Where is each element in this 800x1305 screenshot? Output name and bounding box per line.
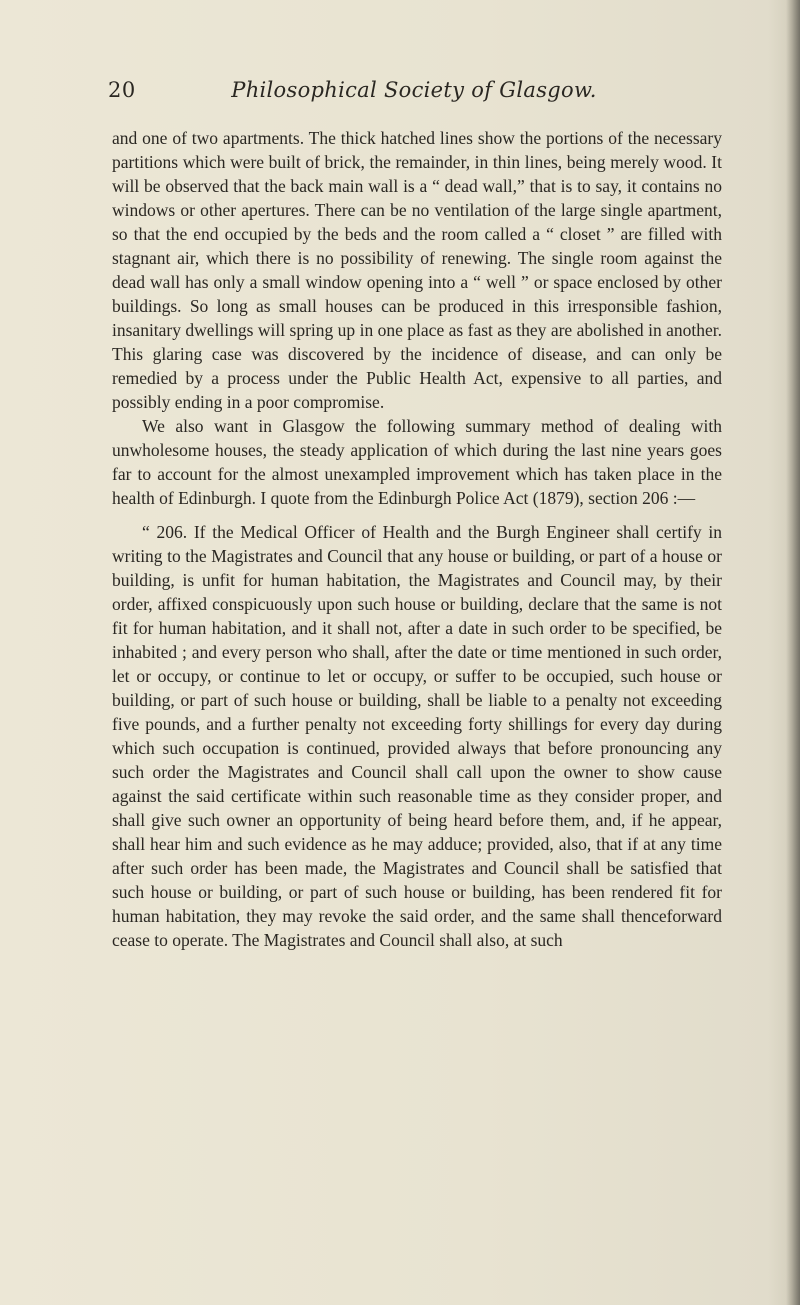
book-gutter-shadow bbox=[786, 0, 800, 1305]
page-header bbox=[108, 78, 720, 108]
body-text bbox=[112, 126, 722, 952]
page-number: 20 bbox=[108, 78, 136, 102]
quoted-section-206: “ 206. If the Medical Officer of Health and the Burgh Engineer shall certify in writing to the Magistrates and Council that any house or building, or part of a house or building, is unfit for human habitation, the Magistrates and Council may, by their order, affixed conspicuously upon such house or building, declare that the same is not fit for human habitation, and it shall not, after a date in such order to be specified, be inhabited ; and every person who shall, after the date or time mentioned in such order, let or occupy, or continue to let or occupy, or suffer to be occupied, such house or building, or part of such house or building, shall be liable to a penalty not exceeding five pounds, and a further penalty not exceeding forty shillings for every day during which such occupation is continued, provided always that before pronouncing any such order the Magistrates and Council shall call upon the owner to show cause against the said certificate within such reasonable time as they consider proper, and shall give such owner an opportunity of being heard before them, and, if he appear, shall hear him and such evidence as he may adduce; provided, also, that if at any time after such order has been made, the Magistrates and Council shall be satisfied that such house or building, or part of such house or building, has been rendered fit for human habitation, they may revoke the said order, and the same shall thenceforward cease to operate. The Magistrates and Council shall also, at such bbox=[112, 522, 722, 950]
paragraph-1: and one of two apartments. The thick hatched lines show the portions of the necessary partitions which were built of brick, the remainder, in thin lines, being merely wood. It will be observed that the back main wall is a “ dead wall,” that is to say, it contains no windows or other apertures. There can be no ventilation of the large single apartment, so that the end occupied by the beds and the room called a “ closet ” are filled with stagnant air, which there is no possibility of renewing. The single room against the dead wall has only a small window opening into a “ well ” or space enclosed by other buildings. So long as small houses can be produced in this irresponsible fashion, insanitary dwellings will spring up in one place as fast as they are abolished in another. This glaring case was discovered by the incidence of disease, and can only be remedied by a process under the Public Health Act, expensive to all parties, and possibly ending in a poor compromise. bbox=[112, 128, 722, 412]
running-title: Philosophical Society of Glasgow. bbox=[231, 78, 597, 102]
paragraph-2: We also want in Glasgow the following summary method of dealing with unwholesome houses, the steady application of which during the last nine years goes far to account for the almost unexampled improvement which has taken place in the health of Edinburgh. I quote from the Edinburgh Police Act (1879), section 206 :— bbox=[112, 416, 722, 508]
